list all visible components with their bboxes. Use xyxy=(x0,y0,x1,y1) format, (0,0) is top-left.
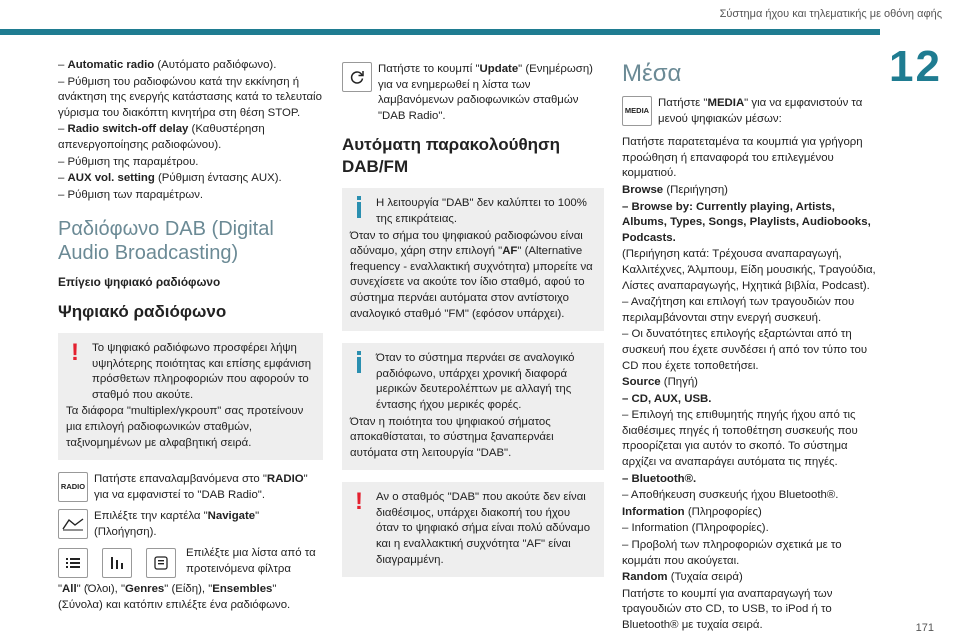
column-1 xyxy=(58,58,323,615)
column-2 xyxy=(342,62,604,589)
warning-icon: ! xyxy=(71,338,79,366)
section-title-dab: Ραδιόφωνο DAB (Digital Audio Broadcasting) xyxy=(58,218,274,265)
radio-button-icon[interactable]: RADIO xyxy=(58,472,88,502)
info-note: Η λειτουργία "DAB" δεν καλύπτει το 100% της επικράτειας. Όταν το σήμα του ψηφιακού ραδιοφώνου είναι αδύναμο, χάρη στην επιλογή "AF" (Alternative frequency - εναλλακτική συχνότητα) μπορείτε να συνεχίσετε να ακούτε τον ίδιο σταθμό, αφού το σύστημα περνάει αυτόματα στον αντίστοιχο αναλογικό σταθμό "FM" (εφόσον υπάρχει). xyxy=(342,188,604,331)
scan-text: Πατήστε παρατεταμένα τα κουμπιά για γρήγορη προώθηση ή επαναφορά του επιλεγμένου κομματιού. xyxy=(622,136,863,180)
info-icon xyxy=(350,351,368,377)
ensembles-icon[interactable] xyxy=(146,548,176,578)
section-title-digital: Ψηφιακό ραδιόφωνο xyxy=(58,301,227,321)
page-header-title: Σύστημα ήχου και τηλεματικής με οθόνη αφής xyxy=(719,8,942,20)
section-title-tracking: Αυτόματη παρακολούθηση DAB/FM xyxy=(342,135,561,177)
list-item: – Προβολή των πληροφοριών σχετικά με το κομμάτι που ακούγεται. xyxy=(622,539,842,567)
list-item: – Automatic radio (Αυτόματο ραδιόφωνο). xyxy=(58,59,277,71)
random-heading: Random (Τυχαία σειρά) xyxy=(622,571,743,584)
filter-text: "All" (Όλοι), "Genres" (Είδη), "Ensembles" (Σύνολα) και κατόπιν επιλέξτε ένα ραδιόφωνο. xyxy=(58,583,291,612)
list-item: – Οι δυνατότητες επιλογής εξαρτώνται από τη συσκευή που έχετε συνδέσει ή από τον τύπο του CD που έχετε τοποθετήσει. xyxy=(622,328,868,372)
list-item: – Ρύθμιση των παραμέτρων. xyxy=(58,188,204,201)
list-item: – Ρύθμιση της παραμέτρου. xyxy=(58,155,199,168)
browse-heading: Browse (Περιήγηση) xyxy=(622,183,728,196)
media-button-icon[interactable]: MEDIA xyxy=(622,96,652,126)
header-bar xyxy=(0,29,880,35)
warning-note: ! Αν ο σταθμός "DAB" που ακούτε δεν είναι διαθέσιμος, υπάρχει διακοπή του ήχου όταν το ψηφιακό σήμα είναι πολύ αδύναμο και η εναλλακτική συχνότητα "AF" είναι διαγραμμένη. xyxy=(342,482,604,577)
browse-by-list: – Browse by: Currently playing, Artists, Albums, Types, Songs, Playlists, Audiobooks, Podcasts. xyxy=(622,200,871,244)
list-item: – AUX vol. setting (Ρύθμιση έντασης AUX). xyxy=(58,172,282,185)
info-icon xyxy=(350,196,368,222)
column-3 xyxy=(622,62,882,635)
list-item: – Ρύθμιση του ραδιοφώνου κατά την εκκίνηση ή ανάκτηση της ενεργής κατάστασης κατά το τελευταίο γύρισμα του διακόπτη κινητήρα στη θέση STOP. xyxy=(58,75,322,119)
info-note: Όταν το σύστημα περνάει σε αναλογικό ραδιόφωνο, υπάρχει χρονική διαφορά μερικών δευτερολέπτων με αλλαγή της έντασης ήχου μερικές φορές. Όταν η ποιότητα του ψηφιακού σήματος αποκαθίσταται, το σύστημα ξαναπερνάει αυτόματα στη λειτουργία "DAB". xyxy=(342,343,604,470)
navigate-instruction: Επιλέξτε την καρτέλα "Navigate" (Πλοήγηση). xyxy=(58,509,323,540)
browse-translation: (Περιήγηση κατά: Τρέχουσα αναπαραγωγή, Καλλιτέχνες, Άλμπουμ, Είδη μουσικής, Τραγούδια, Λίστες αναπαραγωγής, Ηχητικά βιβλία, Podcast). xyxy=(622,248,876,292)
filter-instruction: Επιλέξτε μια λίστα από τα προτεινόμενα φίλτρα xyxy=(58,546,323,580)
radio-instruction: RADIO Πατήστε επαναλαμβανόμενα στο "RADIO" για να εμφανιστεί το "DAB Radio". xyxy=(58,472,323,503)
information-heading: Information (Πληροφορίες) xyxy=(622,505,762,518)
list-item: – Επιλογή της επιθυμητής πηγής ήχου από τις διαθέσιμες πηγές ή τοποθέτηση συσκευής που προορίζεται για αυτόν το σκοπό. Το σύστημα αρχίζει να αναπαράγει αυτόματα τις πηγές. xyxy=(622,409,858,469)
source-heading: Source (Πηγή) xyxy=(622,376,698,389)
update-instruction: Πατήστε το κουμπί "Update" (Ενημέρωση) για να ενημερωθεί η λίστα των λαμβανόμενων ραδιοφωνικών σταθμών "DAB Radio". xyxy=(342,62,604,124)
warning-note: ! Το ψηφιακό ραδιόφωνο προσφέρει λήψη υψηλότερης ποιότητας και επίσης εμφάνιση πρόσθετων πληροφοριών που αφορούν το σταθμό που ακούτε. Τα διάφορα "multiplex/γκρουπ" σας προτείνουν μια επιλογή ραδιοφωνικών σταθμών, ταξινομημένων με αλφαβητική σειρά. xyxy=(58,333,323,460)
section-title-media: Μέσα xyxy=(622,60,682,87)
navigate-icon[interactable] xyxy=(58,509,88,539)
list-item: – Bluetooth®. xyxy=(622,472,697,485)
chapter-number: 12 xyxy=(889,42,942,91)
list-item: – CD, AUX, USB. xyxy=(622,392,712,405)
list-item: – Radio switch-off delay (Καθυστέρηση απενεργοποίησης ραδιοφώνου). xyxy=(58,123,265,151)
list-icon[interactable] xyxy=(58,548,88,578)
subsection-title: Επίγειο ψηφιακό ραδιόφωνο xyxy=(58,275,221,290)
refresh-icon[interactable] xyxy=(342,62,372,92)
random-text: Πατήστε το κουμπί για αναπαραγωγή των τραγουδιών στο CD, το USB, το iPod ή το Bluetooth® με τυχαία σειρά. xyxy=(622,587,833,631)
list-item: – Αποθήκευση συσκευής ήχου Bluetooth®. xyxy=(622,489,839,502)
genres-icon[interactable] xyxy=(102,548,132,578)
page-number: 171 xyxy=(915,622,934,634)
media-instruction: MEDIA Πατήστε "MEDIA" για να εμφανιστούν τα μενού ψηφιακών μέσων: xyxy=(622,96,882,127)
list-item: – Αναζήτηση και επιλογή των τραγουδιών που περιλαμβάνονται στην ενεργή συσκευή. xyxy=(622,296,855,324)
warning-icon: ! xyxy=(355,488,363,516)
list-item: – Information (Πληροφορίες). xyxy=(622,522,769,535)
